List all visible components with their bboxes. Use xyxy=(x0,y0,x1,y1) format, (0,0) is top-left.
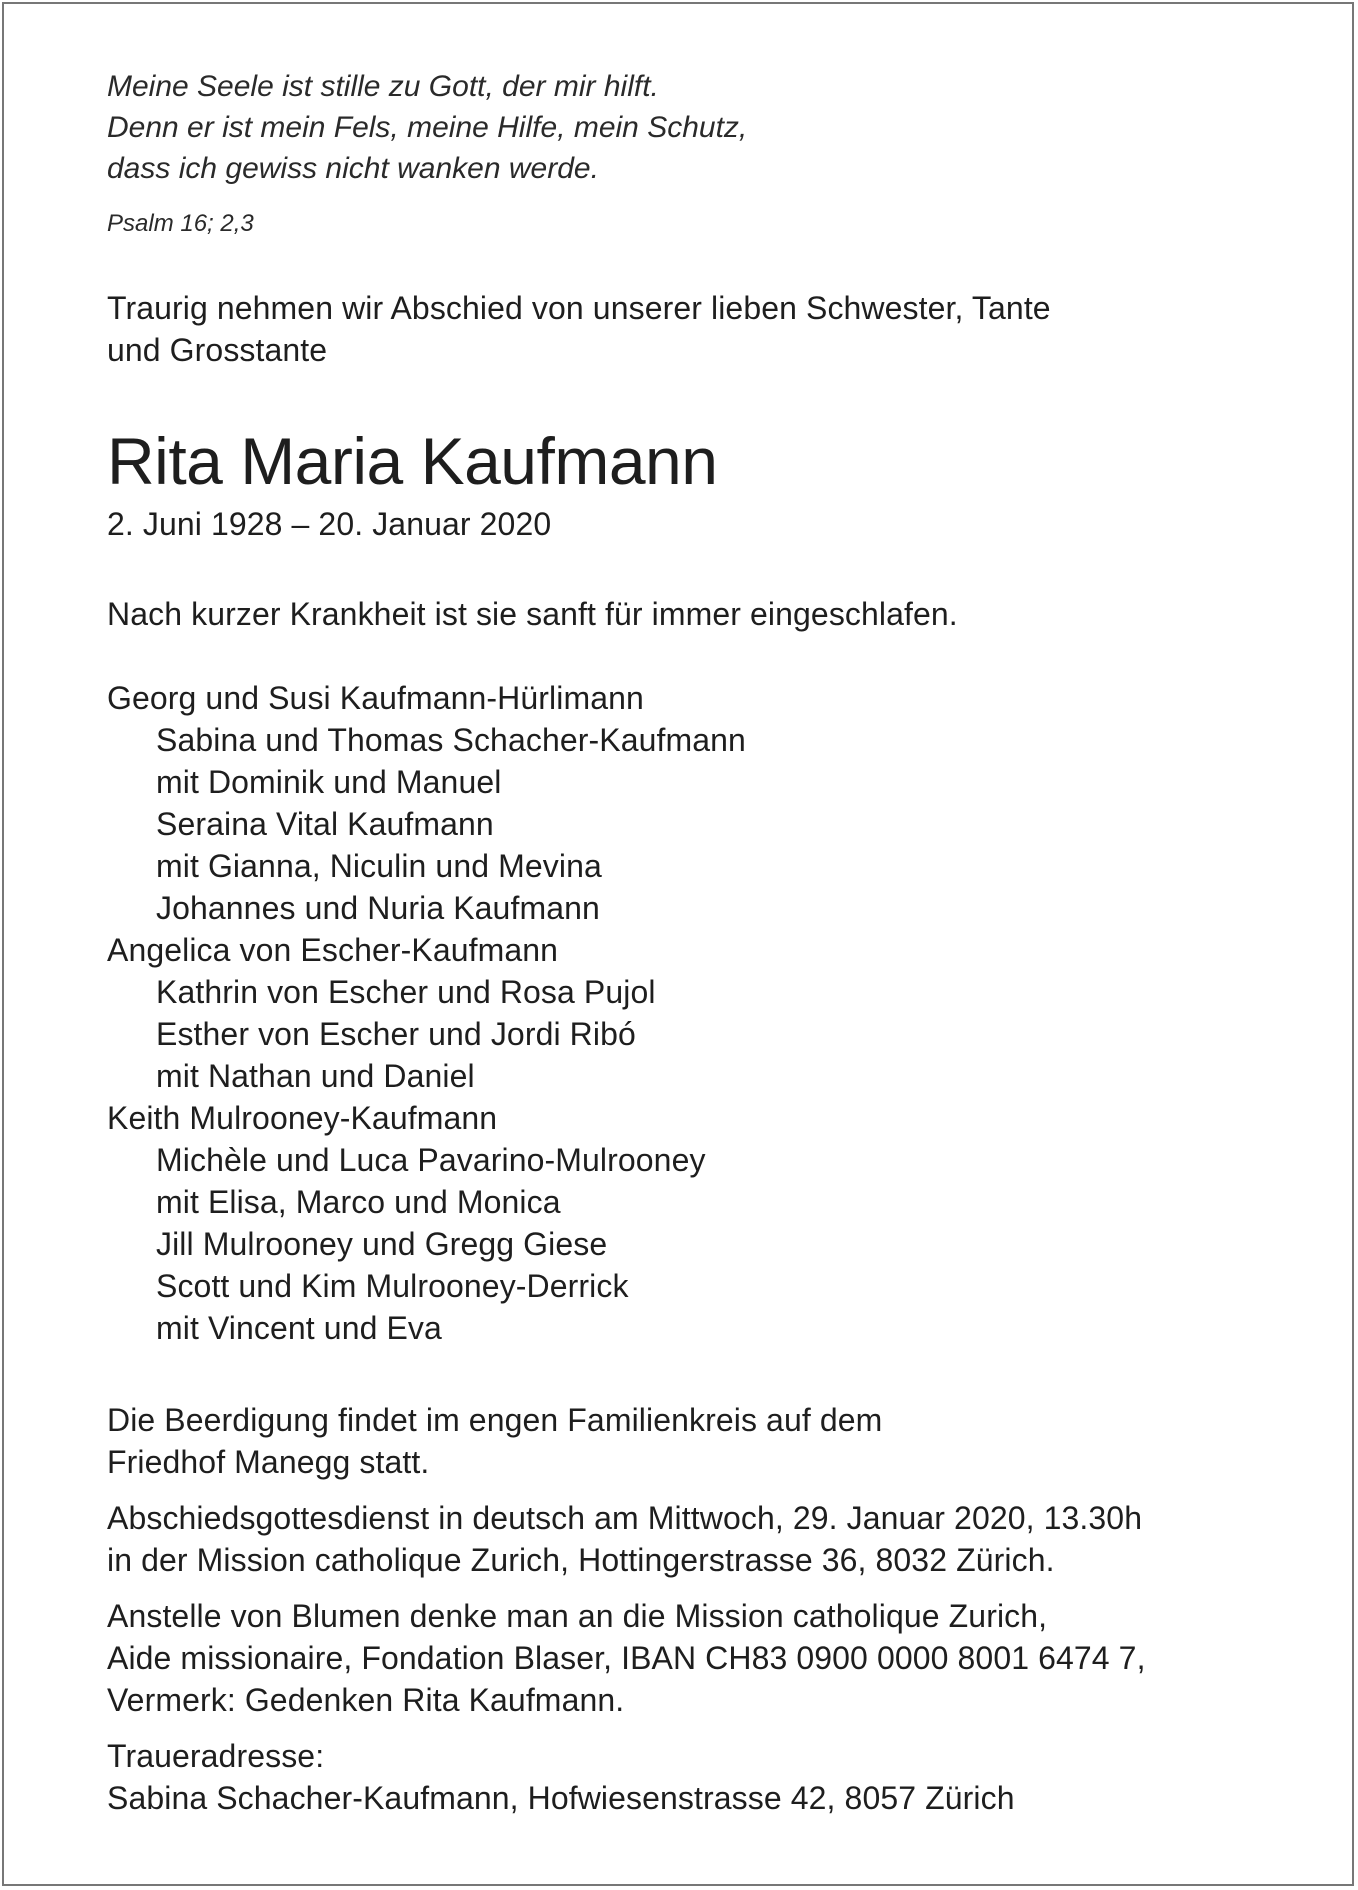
verse-line: dass ich gewiss nicht wanken werde. xyxy=(107,152,599,185)
family-member: Keith Mulrooney-Kaufmann xyxy=(107,1100,498,1136)
service-info xyxy=(107,1497,1307,1581)
passing-sentence: Nach kurzer Krankheit ist sie sanft für immer eingeschlafen. xyxy=(107,596,958,632)
family-member: Seraina Vital Kaufmann xyxy=(156,806,494,842)
service-line: in der Mission catholique Zurich, Hottingerstrasse 36, 8032 Zürich. xyxy=(107,1542,1055,1578)
verse-citation: Psalm 16; 2,3 xyxy=(107,210,254,237)
family-member: Michèle und Luca Pavarino-Mulrooney xyxy=(156,1142,706,1178)
service-line: Abschiedsgottesdienst in deutsch am Mittwoch, 29. Januar 2020, 13.30h xyxy=(107,1500,1143,1536)
funeral-line: Die Beerdigung findet im engen Familienkreis auf dem xyxy=(107,1402,883,1438)
family-member: Angelica von Escher-Kaufmann xyxy=(107,932,559,968)
family-member: mit Nathan und Daniel xyxy=(156,1058,475,1094)
family-member: mit Elisa, Marco und Monica xyxy=(156,1184,561,1220)
family-member: Scott und Kim Mulrooney-Derrick xyxy=(156,1268,629,1304)
address-line: Sabina Schacher-Kaufmann, Hofwiesenstrasse 42, 8057 Zürich xyxy=(107,1780,1015,1816)
mourning-address xyxy=(107,1735,1307,1819)
family-member: Kathrin von Escher und Rosa Pujol xyxy=(156,974,656,1010)
family-member: Sabina und Thomas Schacher-Kaufmann xyxy=(156,722,746,758)
verse-line: Meine Seele ist stille zu Gott, der mir hilft. xyxy=(107,70,659,103)
donation-line: Vermerk: Gedenken Rita Kaufmann. xyxy=(107,1682,625,1718)
donation-line: Aide missionaire, Fondation Blaser, IBAN CH83 0900 0000 8001 6474 7, xyxy=(107,1640,1146,1676)
family-member: mit Gianna, Niculin und Mevina xyxy=(156,848,602,884)
life-dates: 2. Juni 1928 – 20. Januar 2020 xyxy=(107,506,552,542)
funeral-info xyxy=(107,1399,1307,1483)
intro-line: und Grosstante xyxy=(107,332,328,368)
address-label: Traueradresse: xyxy=(107,1738,325,1774)
obituary-notice xyxy=(107,66,1307,1819)
donation-line: Anstelle von Blumen denke man an die Mission catholique Zurich, xyxy=(107,1598,1048,1634)
family-list xyxy=(107,677,1307,1349)
bible-verse xyxy=(107,66,1307,239)
family-member: Jill Mulrooney und Gregg Giese xyxy=(156,1226,608,1262)
family-member: mit Dominik und Manuel xyxy=(156,764,502,800)
verse-line: Denn er ist mein Fels, meine Hilfe, mein Schutz, xyxy=(107,111,748,144)
family-member: Georg und Susi Kaufmann-Hürlimann xyxy=(107,680,644,716)
intro-text xyxy=(107,287,1307,371)
donation-info xyxy=(107,1595,1307,1721)
family-member: mit Vincent und Eva xyxy=(156,1310,442,1346)
family-member: Johannes und Nuria Kaufmann xyxy=(156,890,600,926)
family-member: Esther von Escher und Jordi Ribó xyxy=(156,1016,636,1052)
deceased-name: Rita Maria Kaufmann xyxy=(107,424,718,498)
funeral-line: Friedhof Manegg statt. xyxy=(107,1444,430,1480)
intro-line: Traurig nehmen wir Abschied von unserer lieben Schwester, Tante xyxy=(107,290,1051,326)
